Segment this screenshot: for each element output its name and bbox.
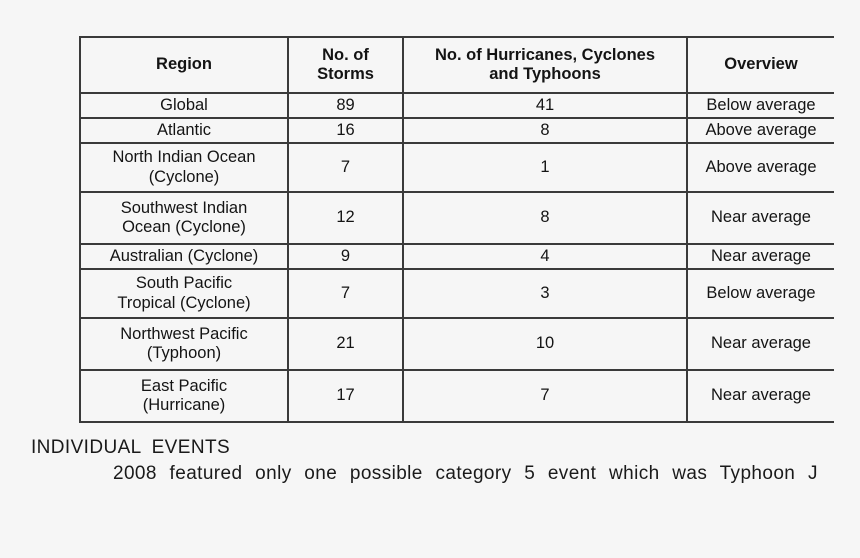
cell-no-of-storms: 17 [288, 370, 403, 422]
cell-no-of-storms: 21 [288, 318, 403, 370]
cell-region [80, 143, 288, 192]
cell-overview: Near average [687, 192, 834, 244]
cell-region [80, 192, 288, 244]
cell-no-of-hurricanes-cyclones-typhoons: 1 [403, 143, 687, 192]
table-row [80, 269, 834, 318]
column-header-hct-line2: and Typhoons [489, 65, 601, 83]
region-name-line2: Ocean (Cyclone) [122, 218, 246, 236]
table-header [80, 37, 834, 93]
cell-no-of-hurricanes-cyclones-typhoons: 8 [403, 192, 687, 244]
cell-region [80, 93, 288, 118]
cell-overview: Above average [687, 118, 834, 143]
region-name-line2: (Cyclone) [148, 167, 220, 186]
cell-overview: Below average [687, 93, 834, 118]
cell-no-of-storms: 89 [288, 93, 403, 118]
cell-region [80, 118, 288, 143]
table-row [80, 192, 834, 244]
cell-no-of-storms: 7 [288, 269, 403, 318]
table-row [80, 143, 834, 192]
tropical-cyclone-summary-table [79, 36, 834, 423]
region-name-line1: Australian (Cyclone) [109, 246, 259, 265]
region-name-line1: North Indian Ocean [112, 148, 256, 167]
cell-overview: Above average [687, 143, 834, 192]
table-row [80, 93, 834, 118]
table-body [80, 93, 834, 422]
column-header-hurricanes-cyclones-typhoons [403, 37, 687, 93]
column-header-hct-line1: No. of Hurricanes, Cyclones [434, 45, 656, 64]
cell-no-of-hurricanes-cyclones-typhoons: 10 [403, 318, 687, 370]
region-name-line2: (Hurricane) [142, 396, 226, 414]
cell-no-of-hurricanes-cyclones-typhoons: 41 [403, 93, 687, 118]
cell-no-of-hurricanes-cyclones-typhoons: 4 [403, 244, 687, 269]
table-row [80, 370, 834, 422]
region-name-line1: Global [160, 95, 208, 114]
region-name-line1: South Pacific [135, 274, 233, 293]
cell-overview: Below average [687, 269, 834, 318]
column-header-region: Region [80, 37, 288, 93]
cell-region [80, 370, 288, 422]
cell-overview: Near average [687, 244, 834, 269]
cell-overview: Near average [687, 370, 834, 422]
cell-no-of-hurricanes-cyclones-typhoons: 8 [403, 118, 687, 143]
table-row [80, 318, 834, 370]
section-paragraph-individual-events: 2008 featured only one possible category 5 event which was Typhoon J [113, 463, 818, 484]
cell-region [80, 318, 288, 370]
region-name-line2: (Typhoon) [146, 344, 222, 362]
column-header-no-of-storms [288, 37, 403, 93]
column-header-no-of-storms-line1: No. of [322, 45, 369, 64]
table-row [80, 118, 834, 143]
cell-no-of-storms: 7 [288, 143, 403, 192]
region-name-line1: Atlantic [156, 120, 212, 139]
region-name-line1: Northwest Pacific [120, 324, 248, 343]
column-header-no-of-storms-line2: Storms [317, 65, 374, 83]
cell-region [80, 269, 288, 318]
cell-no-of-storms: 12 [288, 192, 403, 244]
cell-no-of-storms: 9 [288, 244, 403, 269]
section-heading-individual-events: INDIVIDUAL EVENTS [31, 437, 231, 458]
column-header-overview: Overview [687, 37, 834, 93]
cell-no-of-hurricanes-cyclones-typhoons: 3 [403, 269, 687, 318]
region-name-line1: Southwest Indian [120, 198, 248, 217]
cell-overview: Near average [687, 318, 834, 370]
cell-no-of-hurricanes-cyclones-typhoons: 7 [403, 370, 687, 422]
cell-no-of-storms: 16 [288, 118, 403, 143]
table-row [80, 244, 834, 269]
region-name-line2: Tropical (Cyclone) [117, 293, 251, 312]
cell-region [80, 244, 288, 269]
region-name-line1: East Pacific [140, 376, 228, 395]
table-header-row [80, 37, 834, 93]
